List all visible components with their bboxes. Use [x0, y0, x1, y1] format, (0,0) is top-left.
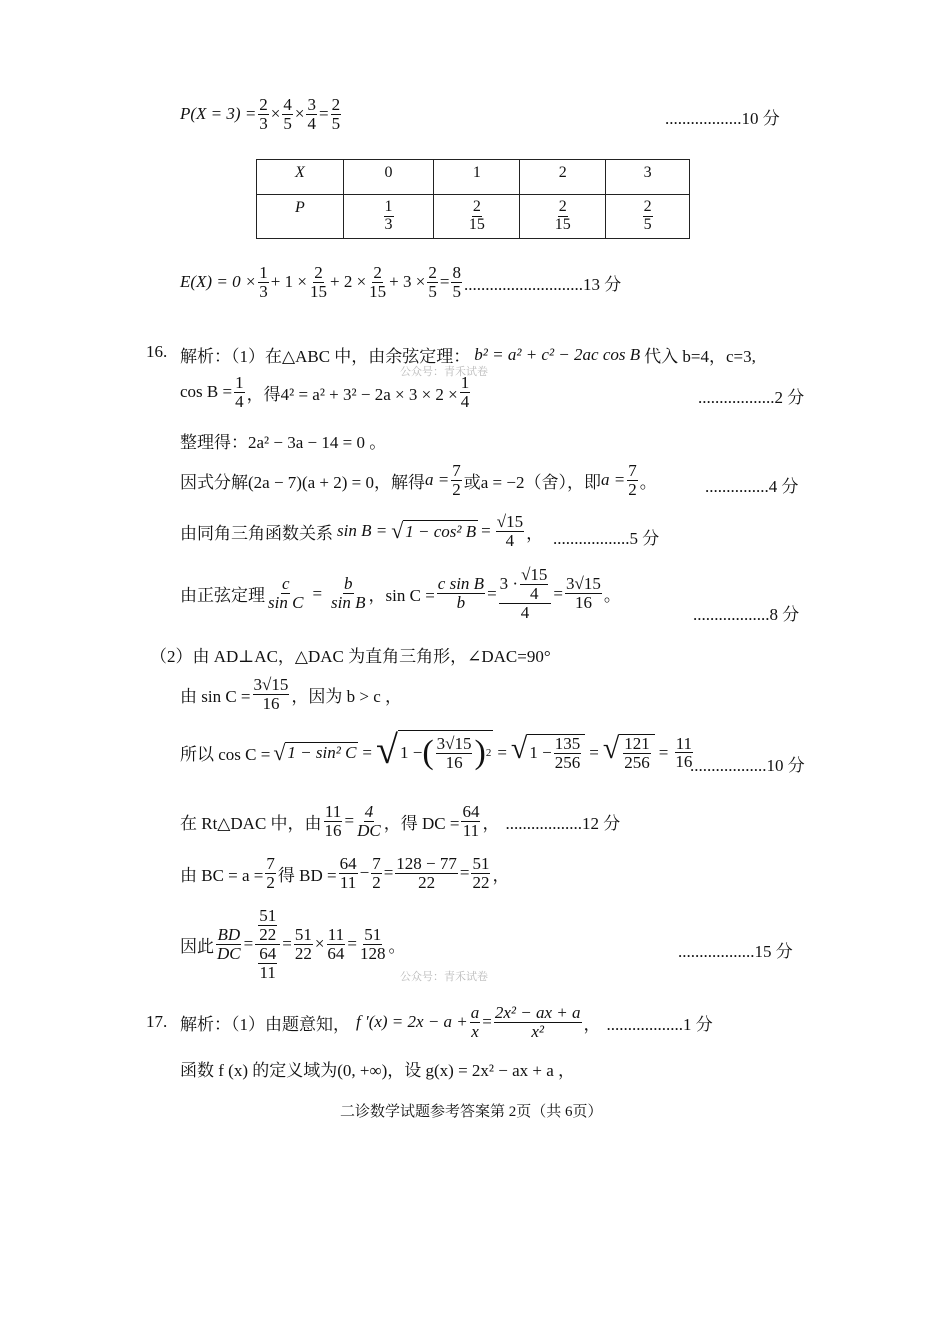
q16-sinb-line: 由同角三角函数关系 sin B = √ 1 − cos² B = $\frac{√15}{4}$ ， — [180, 512, 544, 550]
q16-sinc-line: 由正弦定理 $\frac{c}{\text{sin C}}$ = $\frac{b}{\text{sin B}}$ ，sin C = $\frac{\text{c sin B}}{b}$ = 3 · $\frac{√15}{4}$ 4 = $\frac{3√15}{16}$ 。 — [180, 565, 621, 622]
fraction: $\frac{2}{3}$ — [259, 95, 268, 133]
equation-p-x3: P(X = 3) = $\frac{2}{3}$ × $\frac{4}{5}$ × $\frac{3}{4}$ = $\frac{2}{5}$ — [180, 95, 341, 133]
table-row-p: P $\frac{1}{3}$ $\frac{2}{15}$ $\frac{2}{15}$ $\frac{2}{5}$ — [257, 195, 690, 239]
q16-intro-line: 解析：（1）在△ABC 中，由余弦定理： b² = a² + c² − 2ac cos B 代入 b=4，c=3, — [180, 344, 756, 366]
score-mark: ..................1 分 — [606, 1014, 713, 1034]
watermark: 公众号：青禾试卷 — [400, 970, 488, 983]
q17-intro-line: 解析：（1）由题意知， f ′(x) = 2x − a + $\frac{a}{x}$ = $\frac{\text{2x² − ax + a}}{\text{x²}}$ ， ..................1 分 — [180, 1003, 713, 1041]
fraction: $\frac{4}{5}$ — [283, 95, 292, 133]
score-mark: ............................13 分 — [463, 274, 622, 294]
distribution-table — [256, 159, 690, 239]
watermark: 公众号：青禾试卷 — [400, 365, 488, 378]
fraction: $\frac{3}{4}$ — [307, 95, 316, 133]
equation-expectation: E(X) = 0 × $\frac{1}{3}$ + 1 × $\frac{2}{15}$ + 2 × $\frac{2}{15}$ + 3 × $\frac{2}{5}$ = $\frac{8}{5}$ ............................13 分 — [180, 263, 622, 301]
table-row-x: X 0 1 2 3 — [257, 160, 690, 195]
fraction: $\frac{2}{5}$ — [331, 95, 341, 133]
score-mark: ...............4 分 — [705, 477, 799, 496]
q16-part2: （2）由 AD⊥AC，△DAC 为直角三角形，∠DAC=90° — [150, 647, 551, 666]
q16-factor-line: 因式分解(2a − 7)(a + 2) = 0，解得 a = $\frac{7}{2}$ 或a = −2（舍），即 a = $\frac{7}{2}$ 。 — [180, 461, 657, 499]
q16-rt-line: 在 Rt△DAC 中，由 $\frac{11}{16}$ = $\frac{4}{DC}$ ，得 DC = $\frac{64}{11}$ ， ..................12 分 — [180, 802, 621, 840]
q16-simplify: 整理得：2a² − 3a − 14 = 0 。 — [180, 433, 387, 452]
score-mark: ..................10 分 — [665, 109, 780, 128]
q16-cosb-line: cos B = $\frac{1}{4}$ ，得4² = a² + 3² − 2a × 3 × 2 × $\frac{1}{4}$ — [180, 373, 470, 411]
score-mark: ..................5 分 — [553, 529, 660, 548]
question-number: 17. — [146, 1012, 168, 1031]
q16-cosc-line: 所以 cos C = √ 1 − sin² C = √ 1 − ( $\frac{3√15}{16}$ ) 2 = √ 1 − $\frac{135}{256}$ = √ $\frac{121}{256}$ = $\frac{11}{16}$ — [180, 730, 695, 776]
score-mark: ..................8 分 — [693, 605, 800, 624]
score-mark: ..................15 分 — [678, 942, 793, 961]
score-mark: ..................2 分 — [698, 388, 805, 407]
q16-bc-line: 由 BC = a = $\frac{7}{2}$ 得 BD = $\frac{64}{11}$ − $\frac{7}{2}$ = $\frac{128 - 77}{22}$ = $\frac{51}{22}$ ， — [180, 854, 510, 892]
q16-p2a-line: 由 sin C = $\frac{3√15}{16}$ ，因为 b > c ， — [180, 675, 402, 713]
page-footer: 二诊数学试题参考答案第 2页（共 6页） — [340, 1104, 603, 1120]
score-mark: ..................12 分 — [505, 813, 621, 833]
q16-ratio-line: 因此 $\frac{BD}{DC}$ = $\frac{\frac{51}{22}}{\frac{64}{11}}$ = $\frac{51}{22}$ × $\frac{11}{64}$ = $\frac{51}{128}$ 。 — [180, 906, 406, 982]
q17-domain-line: 函数 f (x) 的定义域为(0, +∞)，设 g(x) = 2x² − ax + a ， — [180, 1061, 576, 1080]
score-mark: ..................10 分 — [690, 756, 805, 775]
question-number: 16. — [146, 342, 168, 361]
